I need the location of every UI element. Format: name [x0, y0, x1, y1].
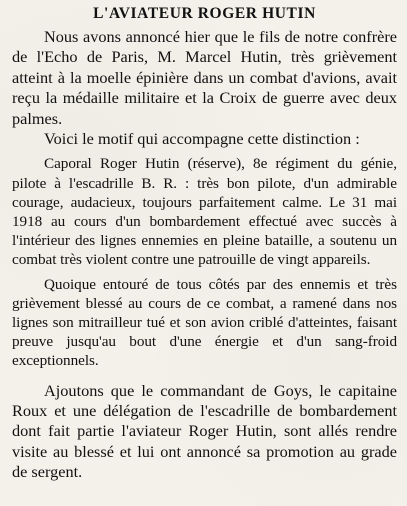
citation-paragraph-1: Caporal Roger Hutin (réserve), 8e régiment du génie, pilote à l'escadrille B. R. : très bon pilote, d'un admirable courage, audacieux, toujours parfaitement calme. Le 31 mai 1918 au cours d'un bombardement effectué avec succès à l'intérieur des lignes ennemies en pleine bataille, a soutenu un combat très violent contre une patrouille de vingt appareils. [12, 155, 397, 269]
article-paragraph-1: Nous avons annoncé hier que le fils de notre confrère de l'Echo de Paris, M. Marcel Hutin, très grièvement atteint à la moelle épinière dans un combat d'avions, avait reçu la médaille militaire et la Croix de guerre avec deux palmes. [12, 27, 397, 128]
article-title: L'AVIATEUR ROGER HUTIN [93, 5, 316, 22]
article-paragraph-2: Voici le motif qui accompagne cette distinction : [44, 129, 360, 149]
article-paragraph-3: Ajoutons que le commandant de Goys, le capitaine Roux et une délégation de l'escadrille de bombardement dont fait partie l'aviateur Roger Hutin, sont allés rendre visite au blessé et lui ont annoncé sa promotion au grade de sergent. [12, 380, 397, 482]
citation-paragraph-2: Quoique entouré de tous côtés par des ennemis et très grièvement blessé au cours de ce combat, a ramené dans nos lignes son mitrailleur tué et son avion criblé d'atteintes, faisant preuve jusqu'au bout d'une énergie et d'un sang-froid exceptionnels. [12, 275, 397, 370]
